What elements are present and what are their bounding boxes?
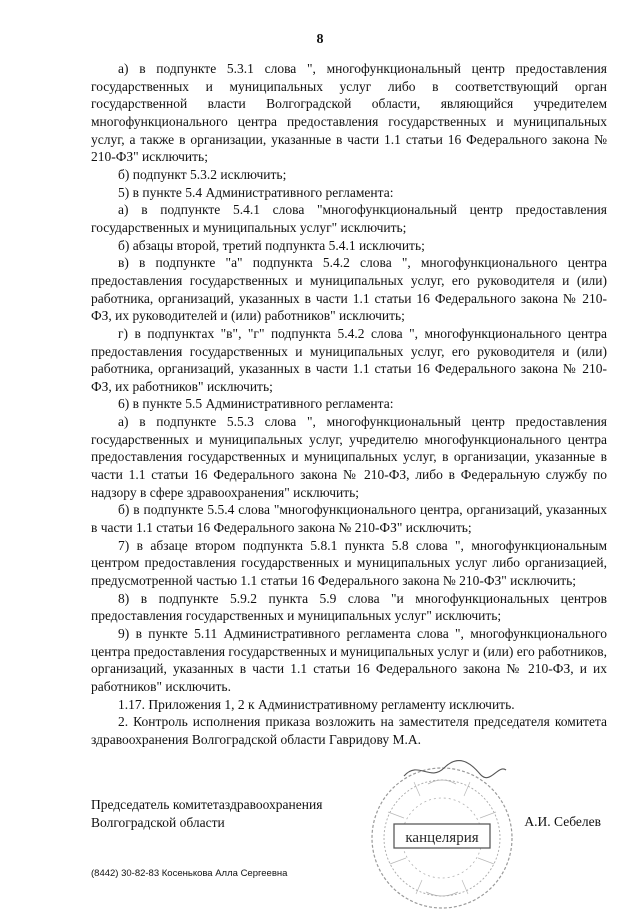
signatory-position-line2: Волгоградской области [91, 814, 225, 830]
paragraph-5-4-2-vg: г) в подпунктах "в", "г" подпункта 5.4.2 слова ", многофункционального центра предоставления государственных и муниципальных услуг, его руководителя и (или) работника, организаций, указанных в части 1.1 статьи 16 Федерального закона № 210-ФЗ, их работников" исключить; [91, 325, 607, 394]
page-number: 8 [316, 32, 324, 47]
stamp-text: канцелярия [405, 830, 479, 846]
paragraph-5-5-4: б) в подпункте 5.5.4 слова "многофункционального центра, организаций, указанных в части 1.1 статьи 16 Федерального закона № 210-ФЗ" исключить; [91, 502, 607, 536]
signatory-position-line1: Председатель комитетаздравоохранения [91, 797, 323, 812]
paragraph-5-4-1: а) в подпункте 5.4.1 слова "многофункциональный центр предоставления государственных и муниципальных услуг" исключить; [91, 202, 607, 235]
paragraph-5-4-2-a: в) в подпункте "а" подпункта 5.4.2 слова ", многофункционального центра предоставления государственных и муниципальных услуг, его руководителя и (или) работника, организаций, указанных в части 1.1 статьи 16 Федерального закона № 210-ФЗ, их руководителей и (или) работников" исключить; [91, 255, 607, 324]
paragraph-control: 2. Контроль исполнения приказа возложить на заместителя председателя комитета здравоохранения Волгоградской области Гавридову М.А. [91, 714, 607, 747]
office-stamp-image [368, 764, 516, 912]
paragraph-5-4-1-abz: б) абзацы второй, третий подпункта 5.4.1 исключить; [118, 237, 425, 253]
paragraph-5-3-2: б) подпункт 5.3.2 исключить; [118, 166, 287, 182]
paragraph-item-8: 8) в подпункте 5.9.2 пункта 5.9 слова "и многофункциональных центров предоставления государственных и муниципальных услуг" исключить; [91, 590, 607, 624]
signature-block [91, 796, 607, 831]
footer-contact: (8442) 30-82-83 Косенькова Алла Сергеевна [91, 868, 288, 879]
paragraph-item-9: 9) в пункте 5.11 Административного регламента слова ", многофункционального центра предоставления государственных и муниципальных услуг и (или) его работников, организаций, указанных в части 1.1 статьи 16 Федерального закона № 210-ФЗ, и их работников" исключить. [91, 626, 607, 694]
paragraph-1-17: 1.17. Приложения 1, 2 к Административному регламенту исключить. [118, 696, 515, 712]
paragraph-5-3-1: а) в подпункте 5.3.1 слова ", многофункциональный центр предоставления государственных и муниципальных услуг либо в соответствующий орган государственной власти Волгоградской области, являющийся учредителем многофункционального центра предоставления государственных и муниципальных услуг, а также в организации, указанные в части 1.1 статьи 16 Федерального закона № 210-ФЗ" исключить; [91, 61, 607, 165]
paragraph-5-5-3: а) в подпункте 5.5.3 слова ", многофункциональный центр предоставления государственных и муниципальных услуг, учредителю многофункционального центра предоставления государственных и муниципальных услуг, в организации, указанные в части 1.1 статьи 16 Федерального закона № 210-ФЗ, либо в Федеральную службу по надзору в сфере здравоохранения" исключить; [91, 414, 607, 500]
paragraph-item-5: 5) в пункте 5.4 Административного регламента: [118, 184, 394, 200]
signatory-name: А.И. Себелев [524, 814, 601, 829]
document-body [91, 60, 607, 749]
signature-mark [400, 754, 510, 784]
paragraph-item-7: 7) в абзаце втором подпункта 5.8.1 пункта 5.8 слова ", многофункциональным центром предоставления государственных и муниципальных услуг либо организацией, предусмотренной частью 1.1 статьи 16 Федерального закона № 210-ФЗ" исключить; [91, 537, 607, 589]
paragraph-item-6: 6) в пункте 5.5 Административного регламента: [118, 396, 394, 412]
